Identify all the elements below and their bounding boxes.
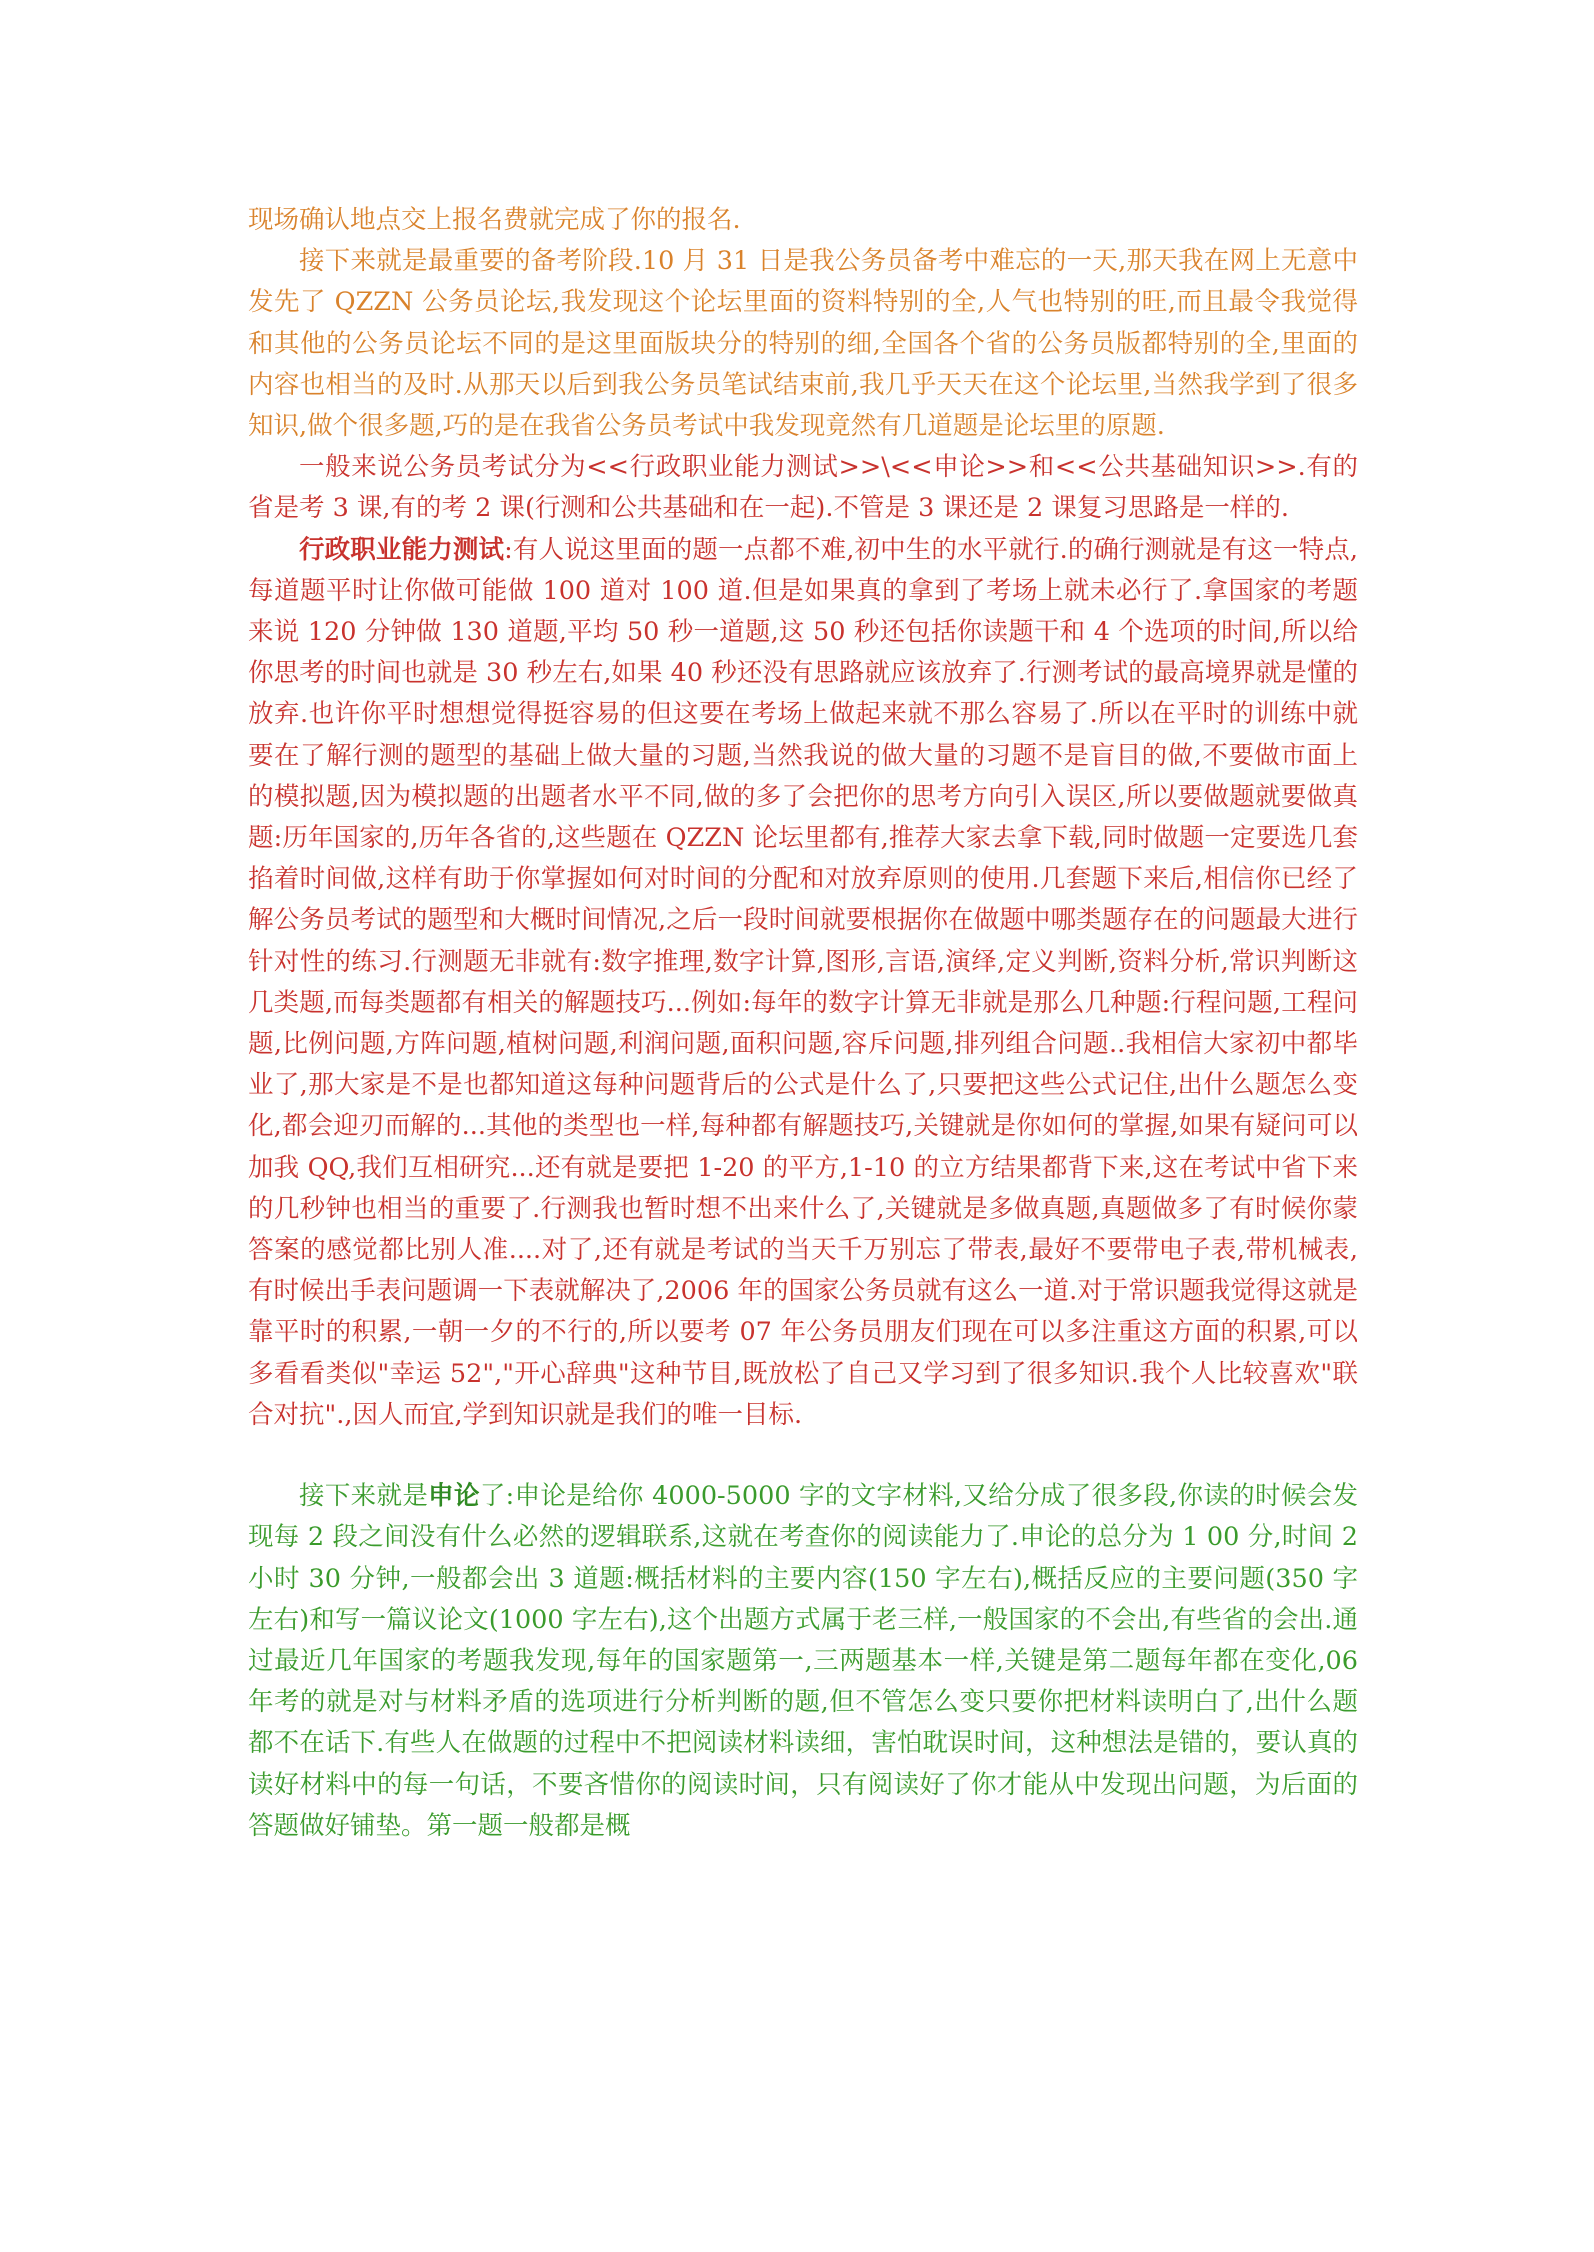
section-heading-aptitude-test: 行政职业能力测试 [299, 534, 505, 565]
paragraph-preparation: 接下来就是最重要的备考阶段.10 月 31 日是我公务员备考中难忘的一天,那天我在网上无意中发先了 QZZN 公务员论坛,我发现这个论坛里面的资料特别的全,人气也特别的旺,而且最令我觉得和其他的公务员论坛不同的是这里面版块分的特别的细,全国各个省的公务员版都特别的全,里面的内容也相当的及时.从那天以后到我公务员笔试结束前,我几乎天天在这个论坛里,当然我学到了很多知识,做个很多题,巧的是在我省公务员考试中我发现竟然有几道题是论坛里的原题. [248, 246, 1358, 442]
document-body [248, 200, 1358, 1847]
paragraph-exam-subjects: 一般来说公务员考试分为<<行政职业能力测试>>\<<申论>>和<<公共基础知识>>.有的省是考 3 课,有的考 2 课(行测和公共基础和在一起).不管是 3 课还是 2 课复习思路是一样的. [248, 452, 1358, 524]
essay-lead-text: 接下来就是 [299, 1481, 429, 1512]
essay-text: 了:申论是给你 4000-5000 字的文字材料,又给分成了很多段,你读的时候会发现每 2 段之间没有什么必然的逻辑联系,这就在考查你的阅读能力了.申论的总分为 1 00 分,时间 2 小时 30 分钟,一般都会出 3 道题:概括材料的主要内容(150 字左右),概括反应的主要问题(350 字左右)和写一篇议论文(1000 字左右),这个出题方式属于老三样,一般国家的不会出,有些省的会出.通过最近几年国家的考题我发现,每年的国家题第一,三两题基本一样,关键是第二题每年都在变化,06 年考的就是对与材料矛盾的选项进行分析判断的题,但不管怎么变只要你把材料读明白了,出什么题都不在话下.有些人在做题的过程中不把阅读材料读细，害怕耽误时间，这种想法是错的，要认真的读好材料中的每一句话，不要吝惜你的阅读时间，只有阅读好了你才能从中发现出问题，为后面的答题做好铺垫。第一题一般都是概 [248, 1481, 1358, 1841]
paragraph-essay [248, 1476, 1358, 1847]
paragraph-spacer [248, 1436, 1358, 1476]
section-heading-essay: 申论 [428, 1481, 480, 1512]
aptitude-test-text: :有人说这里面的题一点都不难,初中生的水平就行.的确行测就是有这一特点,每道题平时让你做可能做 100 道对 100 道.但是如果真的拿到了考场上就未必行了.拿国家的考题来说 120 分钟做 130 道题,平均 50 秒一道题,这 50 秒还包括你读题干和 4 个选项的时间,所以给你思考的时间也就是 30 秒左右,如果 40 秒还没有思路就应该放弃了.行测考试的最高境界就是懂的放弃.也许你平时想想觉得挺容易的但这要在考场上做起来就不那么容易了.所以在平时的训练中就要在了解行测的题型的基础上做大量的习题,当然我说的做大量的习题不是盲目的做,不要做市面上的模拟题,因为模拟题的出题者水平不同,做的多了会把你的思考方向引入误区,所以要做题就要做真题:历年国家的,历年各省的,这些题在 QZZN 论坛里都有,推荐大家去拿下载,同时做题一定要选几套掐着时间做,这样有助于你掌握如何对时间的分配和对放弃原则的使用.几套题下来后,相信你已经了解公务员考试的题型和大概时间情况,之后一段时间就要根据你在做题中哪类题存在的问题最大进行针对性的练习.行测题无非就有:数字推理,数字计算,图形,言语,演绎,定义判断,资料分析,常识判断这几类题,而每类题都有相关的解题技巧...例如:每年的数字计算无非就是那么几种题:行程问题,工程问题,比例问题,方阵问题,植树问题,利润问题,面积问题,容斥问题,排列组合问题..我相信大家初中都毕业了,那大家是不是也都知道这每种问题背后的公式是什么了,只要把这些公式记住,出什么题怎么变化,都会迎刃而解的...其他的类型也一样,每种都有解题技巧,关键就是你如何的掌握,如果有疑问可以加我 QQ,我们互相研究...还有就是要把 1-20 的平方,1-10 的立方结果都背下来,这在考试中省下来的几秒钟也相当的重要了.行测我也暂时想不出来什么了,关键就是多做真题,真题做多了有时候你蒙答案的感觉都比别人准....对了,还有就是考试的当天千万别忘了带表,最好不要带电子表,带机械表,有时候出手表问题调一下表就解决了,2006 年的国家公务员就有这么一道.对于常识题我觉得这就是靠平时的积累,一朝一夕的不行的,所以要考 07 年公务员朋友们现在可以多注重这方面的积累,可以多看看类似"幸运 52","开心辞典"这种节目,既放松了自己又学习到了很多知识.我个人比较喜欢"联合对抗".,因人而宜,学到知识就是我们的唯一目标. [248, 534, 1358, 1430]
paragraph-aptitude-test [248, 530, 1358, 1436]
paragraph-registration: 现场确认地点交上报名费就完成了你的报名. [248, 205, 741, 235]
